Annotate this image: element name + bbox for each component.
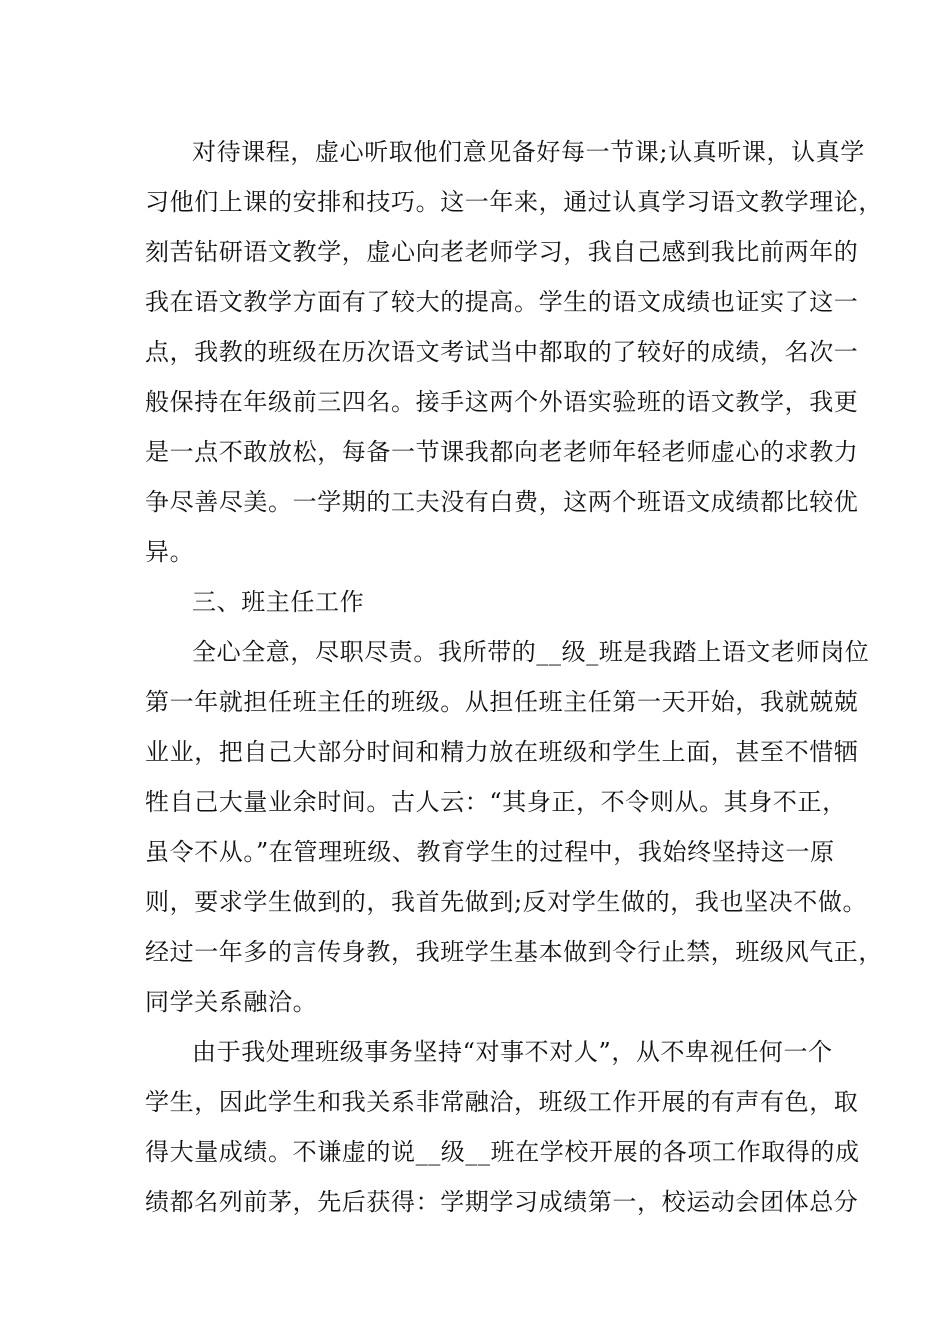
text-line: 由于我处理班级事务坚持“对事不对人”，从不卑视任何一个 bbox=[192, 1038, 833, 1066]
text-line: 是一点不敢放松，每备一节课我都向老老师年轻老师虚心的求教力 bbox=[145, 438, 859, 466]
text-line: 虽令不从。”在管理班级、教育学生的过程中，我始终坚持这一原 bbox=[145, 838, 835, 866]
section-heading: 三、班主任工作 bbox=[192, 588, 365, 616]
text-line: 得大量成绩。不谦虚的说__级__班在学校开展的各项工作取得的成 bbox=[145, 1138, 860, 1166]
text-line: 争尽善尽美。一学期的工夫没有白费，这两个班语文成绩都比较优 bbox=[145, 488, 859, 516]
text-line: 刻苦钻研语文教学，虚心向老老师学习，我自己感到我比前两年的 bbox=[145, 238, 859, 266]
text-line: 习他们上课的安排和技巧。这一年来，通过认真学习语文教学理论， bbox=[145, 188, 883, 216]
text-line: 业业，把自己大部分时间和精力放在班级和学生上面，甚至不惜牺 bbox=[145, 738, 859, 766]
text-line: 则，要求学生做到的，我首先做到;反对学生做的，我也坚决不做。 bbox=[145, 888, 868, 916]
text-line: 我在语文教学方面有了较大的提高。学生的语文成绩也证实了这一 bbox=[145, 288, 859, 316]
text-line: 绩都名列前茅，先后获得：学期学习成绩第一，校运动会团体总分 bbox=[145, 1188, 859, 1216]
text-line: 点，我教的班级在历次语文考试当中都取的了较好的成绩，名次一 bbox=[145, 338, 859, 366]
text-line: 牲自己大量业余时间。古人云：“其身正，不令则从。其身不正， bbox=[145, 788, 847, 816]
text-line: 同学关系融洽。 bbox=[145, 988, 318, 1016]
text-line: 对待课程，虚心听取他们意见备好每一节课;认真听课，认真学 bbox=[192, 138, 865, 166]
text-line: 学生，因此学生和我关系非常融洽，班级工作开展的有声有色，取 bbox=[145, 1088, 859, 1116]
text-line: 般保持在年级前三四名。接手这两个外语实验班的语文教学，我更 bbox=[145, 388, 859, 416]
text-line: 异。 bbox=[145, 538, 195, 566]
text-line: 第一年就担任班主任的班级。从担任班主任第一天开始，我就兢兢 bbox=[145, 688, 859, 716]
text-line: 全心全意，尽职尽责。我所带的__级_班是我踏上语文老师岗位 bbox=[192, 638, 870, 666]
text-line: 经过一年多的言传身教，我班学生基本做到令行止禁，班级风气正， bbox=[145, 938, 883, 966]
